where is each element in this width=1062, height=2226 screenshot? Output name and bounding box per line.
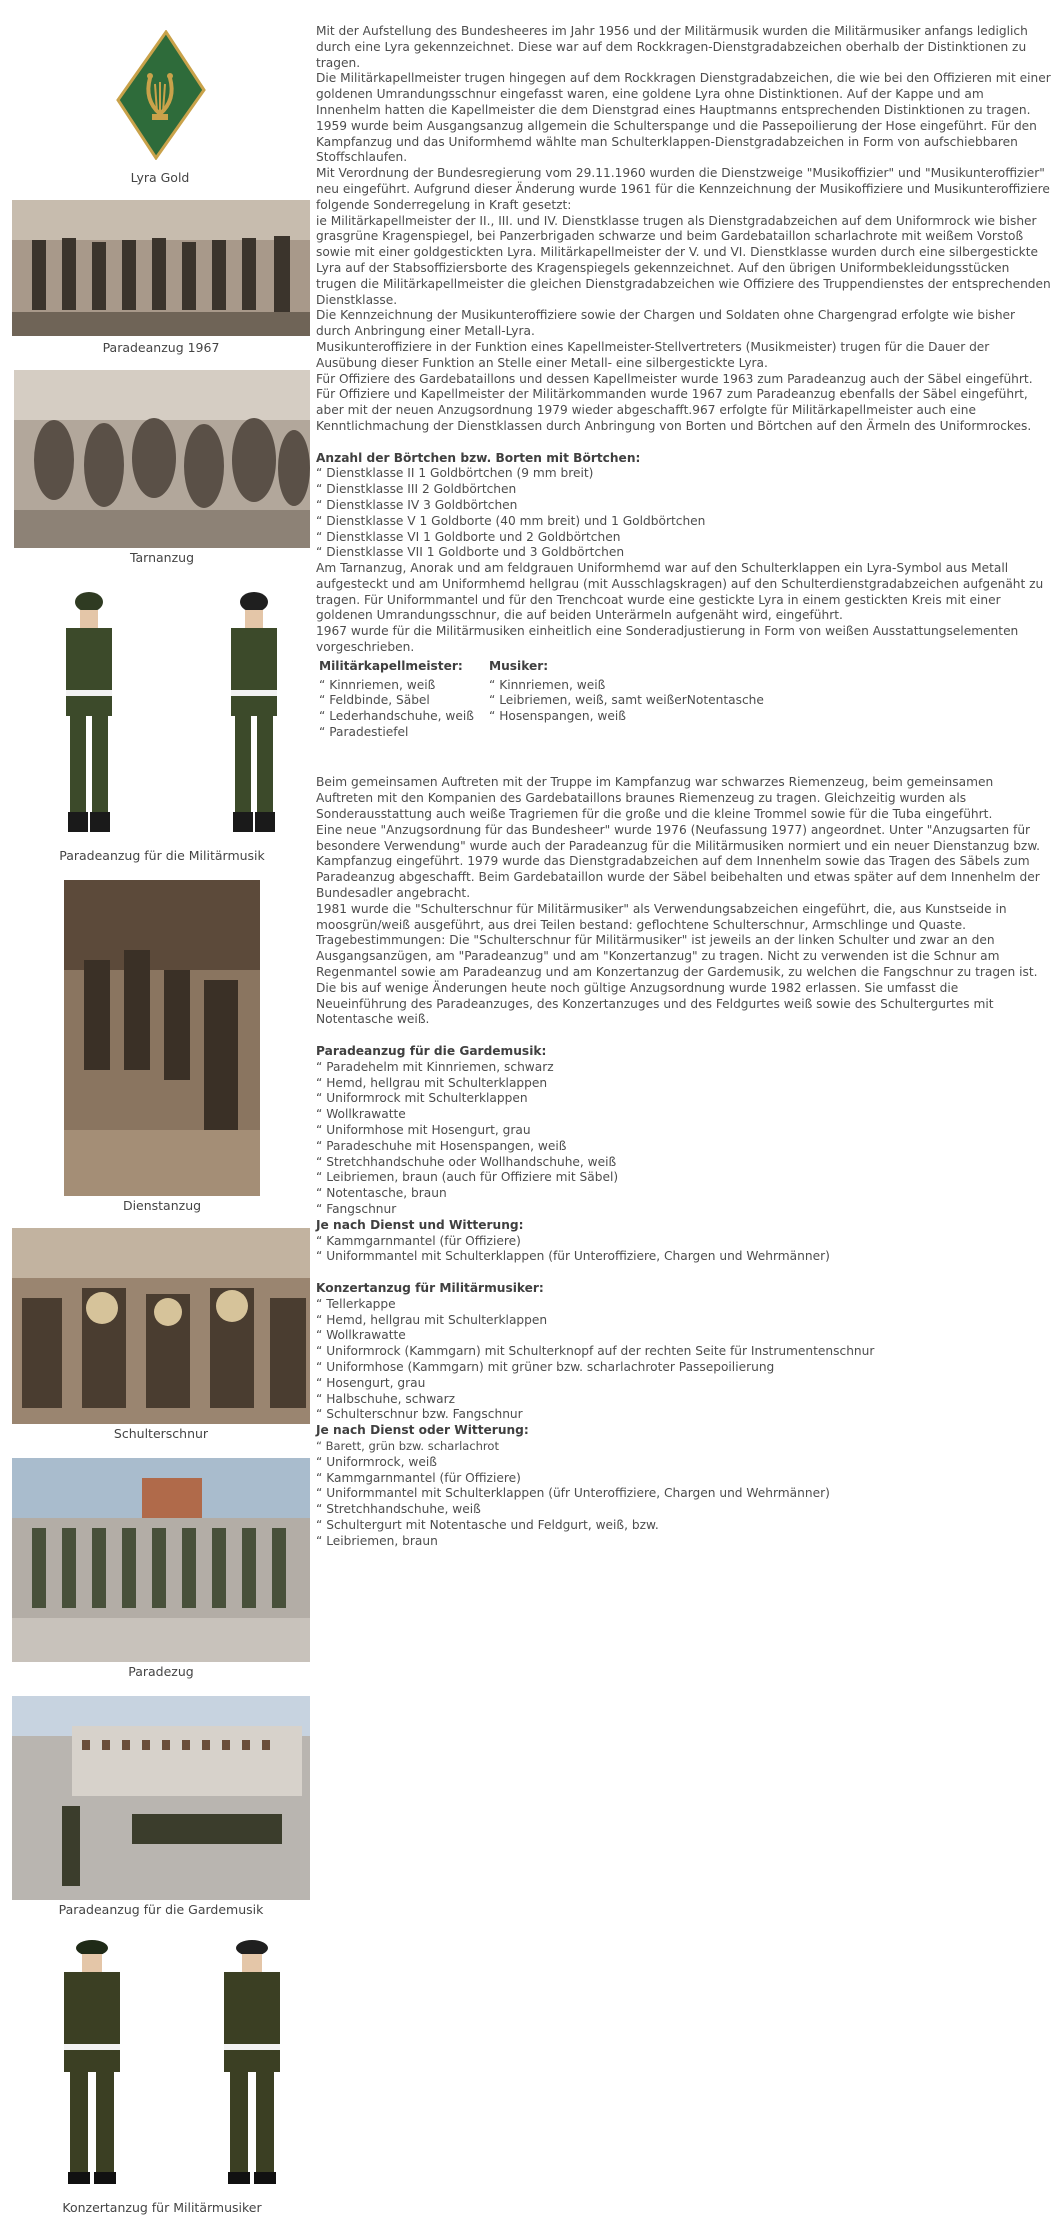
list-item: “ Schulterschnur bzw. Fangschnur [316,1407,1052,1423]
photo [12,200,310,336]
garde-list [316,1060,1052,1218]
borten-list [316,466,1052,561]
list-item: “ Stretchhandschuhe, weiß [316,1502,1052,1518]
list-item: “ Paradeschuhe mit Hosenspangen, weiß [316,1139,1052,1155]
column-kapellmeister [319,659,489,741]
photo [12,1458,310,1662]
photo [12,1934,312,2198]
list-item: “ Paradehelm mit Kinnriemen, schwarz [316,1060,1052,1076]
list-item: “ Uniformhose (Kammgarn) mit grüner bzw. scharlachroter Passepoilierung [316,1360,1052,1376]
section-heading-gardemusik: Paradeanzug für die Gardemusik: [316,1044,547,1058]
paragraph: 1981 wurde die "Schulterschnur für Militärmusiker" als Verwendungsabzeichen eingeführt, die, aus Kunstseide in moosgrün/weiß ausgeführt, aus drei Teilen bestand: geflochtene Schulterschnur, Armschlinge und Quaste. Tragebestimmungen: Die "Schulterschnur für Militärmusiker" ist jeweils an der linken Schulter und zwar an den Ausgangsanzügen, am "Paradeanzug" und am "Konzertanzug" zu tragen. Nicht zu verwenden ist die Schnur am Regenmantel sowie am Paradeanzug und am Konzertanzug der Gardemusik, zu welchen die Fangschnur zu tragen ist. [316,901,1038,980]
list-item: “ Stretchhandschuhe oder Wollhandschuhe, weiß [316,1155,1052,1171]
adjustierung-table [319,659,1052,741]
section-heading-borten: Anzahl der Börtchen bzw. Borten mit Börtchen: [316,450,641,465]
caption: Lyra Gold [130,170,190,185]
caption: Paradeanzug für die Militärmusik [59,848,265,863]
list-item: “ Tellerkappe [316,1297,1052,1313]
list-item: “ Hemd, hellgrau mit Schulterklappen [316,1076,1052,1092]
list-item: “ Dienstklasse III 2 Goldbörtchen [316,482,1052,498]
caption: Dienstanzug [122,1198,202,1213]
list-item: “ Leibriemen, braun [316,1534,1052,1550]
sub-heading: Je nach Dienst und Witterung: [316,1217,524,1232]
list-item: “ Barett, grün bzw. scharlachrot [316,1439,1052,1455]
list-item: “ Feldbinde, Säbel [319,693,489,709]
paragraph: Die Kennzeichnung der Musikunteroffiziere sowie der Chargen und Soldaten ohne Chargengrad erfolgte wie bisher durch Anbringung einer Metall-Lyra. [316,308,1016,339]
list-item: “ Hosengurt, grau [316,1376,1052,1392]
paragraph: ie Militärkapellmeister der II., III. und IV. Dienstklasse trugen als Dienstgradabzeichen auf dem Uniformrock wie bisher grasgrüne Kragenspiegel, bei Panzerbrigaden schwarze und beim Gardebataillon scharlachrote mit weißem Vorstoß sowie mit einer goldgestickten Lyra. Militärkapellmeister der V. und VI. Dienstklasse wurden durch eine silbergestickte Lyra auf der Stabsoffiziersborte des Kragenspiegels gekennzeichnet. Auf den übrigen Uniformbekleidungsstücken trugen die Militärkapellmeister die gleichen Dienstgradabzeichen wie Offiziere des Truppendienstes der entsprechenden Dienstklasse. [316,213,1051,307]
list-item: “ Fangschnur [316,1202,1052,1218]
figure-paradeanzug-1967 [12,200,310,358]
list-item: “ Leibriemen, weiß, samt weißerNotentasche [489,693,819,709]
list-item: “ Paradestiefel [319,725,489,741]
list-item: “ Kammgarnmantel (für Offiziere) [316,1234,1052,1250]
figure-lyra-gold [110,30,210,190]
lyra-gold-badge-image [114,30,206,160]
list-item: “ Kinnriemen, weiß [319,678,489,694]
list-item: “ Wollkrawatte [316,1107,1052,1123]
figure-paradeanzug-gardemusik [12,1696,310,1916]
figure-paradeanzug-militaermusik [14,586,310,866]
figure-dienstanzug [14,880,310,1220]
paragraph: Die Militärkapellmeister trugen hingegen auf dem Rockkragen Dienstgradabzeichen, die wie bei den Offizieren mit einer goldenen Umrandungsschnur eingefasst waren, eine goldene Lyra ohne Distinktionen. Auf der Kappe und am Innenhelm hatten die Kapellmeister die dem Dienstgrad eines Hauptmanns entsprechenden Distinktionen zu tragen. [316,71,1051,117]
paragraph: Eine neue "Anzugsordnung für das Bundesheer" wurde 1976 (Neufassung 1977) angeordnet. Unter "Anzugsarten für besondere Verwendung" wurde auch der Paradeanzug für die Militärmusiken normiert und ein neuer Dienstanzug bzw. Kampfanzug eingeführt. 1979 wurde das Dienstgradabzeichen auf dem Innenhelm sowie das Tragen des Säbels zum Paradeanzug abgeschafft. Beim Gardebataillon wurde der Säbel beibehalten und etwas später auf dem Innenhelm der Bundesadler angebracht. [316,822,1041,901]
caption: Paradeanzug 1967 [102,340,220,355]
article-text [316,24,1052,1550]
list-item: “ Kinnriemen, weiß [489,678,819,694]
paragraph: 1959 wurde beim Ausgangsanzug allgemein die Schulterspange und die Passepoilierung der Hose eingeführt. Für den Kampfanzug und das Uniformhemd wählte man Schulterklappen-Dienstgradabzeichen in Form von aufschiebbaren Stoffschlaufen. [316,118,1037,165]
list-item: “ Lederhandschuhe, weiß [319,709,489,725]
paragraph: Die bis auf wenige Änderungen heute noch gültige Anzugsordnung wurde 1982 erlassen. Sie umfasst die Neueinführung des Paradeanzuges, des Konzertanzuges und des Feldgurtes weiß sowie des Schultergurtes mit Notentasche weiß. [316,980,994,1027]
list-item: “ Dienstklasse V 1 Goldborte (40 mm breit) und 1 Goldbörtchen [316,514,1052,530]
konzert-sub-list [316,1455,1052,1550]
list-item: “ Schultergurt mit Notentasche und Feldgurt, weiß, bzw. [316,1518,1052,1534]
list-item: “ Uniformrock (Kammgarn) mit Schulterknopf auf der rechten Seite für Instrumentenschnur [316,1344,1052,1360]
paragraph: Am Tarnanzug, Anorak und am feldgrauen Uniformhemd war auf den Schulterklappen ein Lyra-Symbol aus Metall aufgesteckt und am Uniformhemd hellgrau (mit Ausschlagskragen) auf den Schulterdienstgradabzeichen aufgenäht zu tragen. Für Uniformmantel und für den Trenchcoat wurde eine gestickte Lyra in einem gestickten Kreis mit einer goldenen Umrandungsschnur, die auf beiden Unterärmeln aufgenäht wird, eingeführt. [316,561,1044,623]
paragraph: Für Offiziere des Gardebataillons und dessen Kapellmeister wurde 1963 zum Paradeanzug auch der Säbel eingeführt. Für Offiziere und Kapellmeister der Militärkommanden wurde 1967 zum Paradeanzug ebenfalls der Säbel eingeführt, aber mit der neuen Anzugsordnung 1979 wieder abgeschafft.967 erfolgte für Militärkapellmeister auch eine Kenntlichmachung der Dienstklassen durch Anbringung von Borten und Börtchen auf den Ärmeln des Uniformrockes. [316,371,1033,433]
konzert-sub-list-small [316,1439,1052,1455]
list-item: “ Uniformmantel mit Schulterklappen (üfr Unteroffiziere, Chargen und Wehrmänner) [316,1486,1052,1502]
caption: Schulterschnur [113,1426,209,1441]
paragraph: Mit Verordnung der Bundesregierung vom 29.11.1960 wurden die Dienstzweige "Musikoffizier" und "Musikunteroffizier" neu eingeführt. Aufgrund dieser Änderung wurde 1961 für die Kennzeichnung der Musikoffiziere und Musikunteroffiziere folgende Sonderregelung in Kraft gesetzt: [316,166,1050,212]
list-item: “ Leibriemen, braun (auch für Offiziere mit Säbel) [316,1170,1052,1186]
list-item: “ Wollkrawatte [316,1328,1052,1344]
list-item: “ Dienstklasse VII 1 Goldborte und 3 Goldbörtchen [316,545,1052,561]
paragraph: 1967 wurde für die Militärmusiken einheitlich eine Sonderadjustierung in Form von weißen Ausstattungselementen vorgeschrieben. [316,624,1019,655]
list-item: “ Hemd, hellgrau mit Schulterklappen [316,1313,1052,1329]
photo [14,586,310,844]
list-item: “ Dienstklasse VI 1 Goldborte und 2 Goldbörtchen [316,530,1052,546]
figure-paradezug [12,1458,310,1678]
list-item: “ Uniformmantel mit Schulterklappen (für Unteroffiziere, Chargen und Wehrmänner) [316,1249,1052,1265]
column-musiker [489,659,819,741]
column-heading: Musiker: [489,658,549,673]
garde-sub-list [316,1234,1052,1266]
figure-konzertanzug [12,1934,312,2224]
list-item: “ Notentasche, braun [316,1186,1052,1202]
paragraph: Mit der Aufstellung des Bundesheeres im Jahr 1956 und der Militärmusik wurden die Militärmusiker anfangs lediglich durch eine Lyra gekennzeichnet. Diese war auf dem Rockkragen-Dienstgradabzeichen oberhalb der Distinktionen zu tragen. [316,24,1028,70]
konzert-list [316,1297,1052,1423]
sub-heading: Je nach Dienst oder Witterung: [316,1423,529,1438]
list-item: “ Uniformhose mit Hosengurt, grau [316,1123,1052,1139]
list-item: “ Halbschuhe, schwarz [316,1392,1052,1408]
list-item: “ Hosenspangen, weiß [489,709,819,725]
photo [64,880,260,1196]
list-item: “ Kammgarnmantel (für Offiziere) [316,1471,1052,1487]
caption: Konzertanzug für Militärmusiker [62,2200,262,2215]
list-item: “ Dienstklasse IV 3 Goldbörtchen [316,498,1052,514]
paragraph: Beim gemeinsamen Auftreten mit der Truppe im Kampfanzug war schwarzes Riemenzeug, beim gemeinsamen Auftreten mit den Kompanien des Gardebataillons braunes Riemenzeug zu tragen. Gleichzeitig wurden als Sonderausstattung auch weiße Tragriemen für die große und die kleine Trommel sowie für die Tuba eingeführt. [316,775,994,822]
list-item: “ Dienstklasse II 1 Goldbörtchen (9 mm breit) [316,466,1052,482]
caption: Paradezug [128,1664,194,1679]
section-heading-konzertanzug: Konzertanzug für Militärmusiker: [316,1280,544,1295]
photo [12,1696,310,1900]
photo [12,1228,310,1424]
caption: Tarnanzug [129,550,195,565]
figure-tarnanzug [14,370,310,570]
list-item: “ Uniformrock mit Schulterklappen [316,1091,1052,1107]
list-item: “ Uniformrock, weiß [316,1455,1052,1471]
caption: Paradeanzug für die Gardemusik [58,1902,264,1917]
column-heading: Militärkapellmeister: [319,658,463,673]
photo [14,370,310,548]
figure-schulterschnur [12,1228,310,1441]
paragraph: Musikunteroffiziere in der Funktion eines Kapellmeister-Stellvertreters (Musikmeister) trugen für die Dauer der Ausübung dieser Funktion an Stelle einer Metall- eine silbergestickte Lyra. [316,339,990,370]
